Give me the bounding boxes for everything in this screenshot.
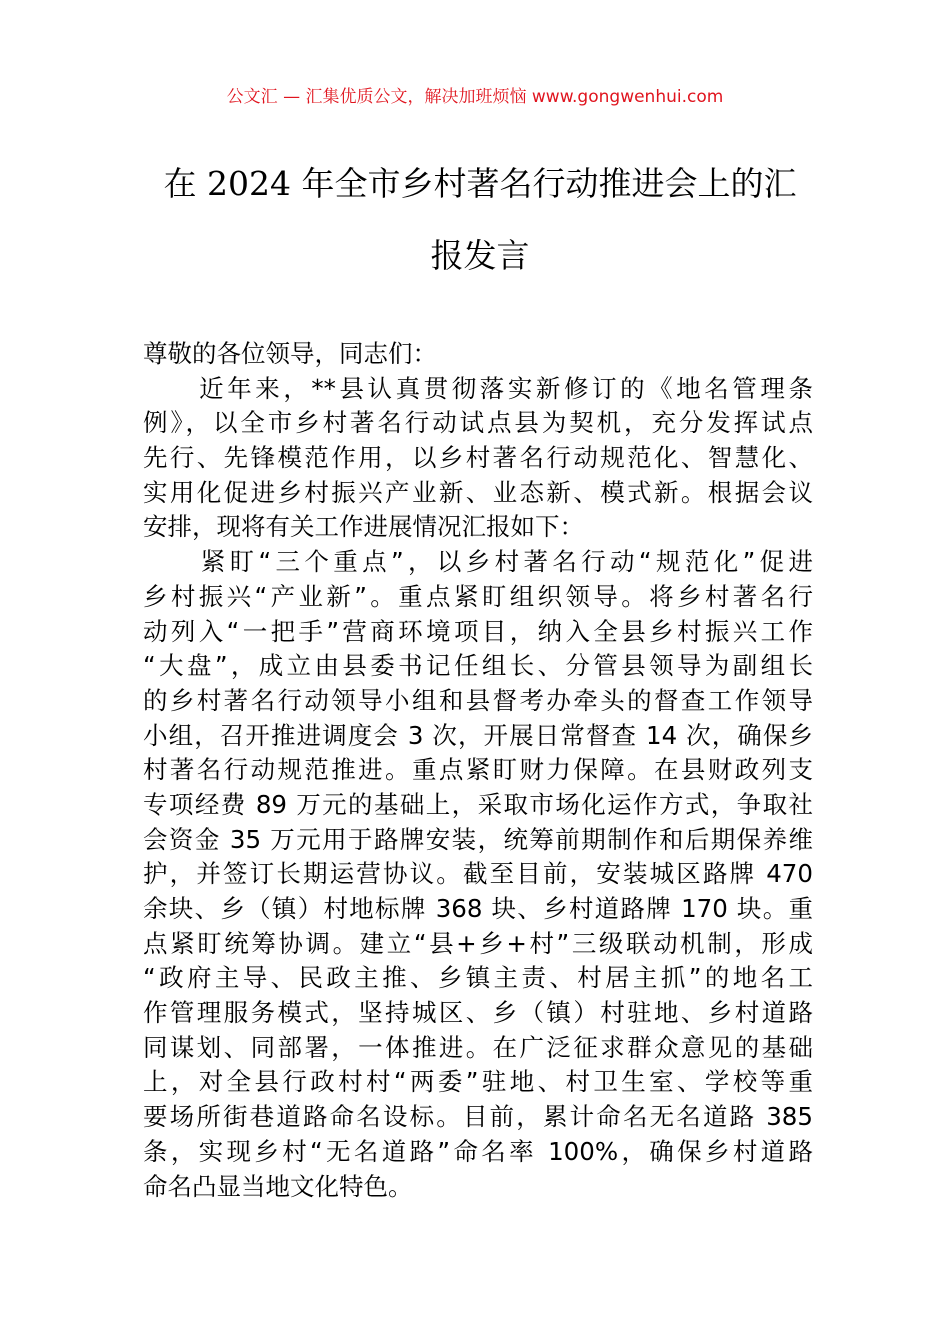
paragraph-line: 安排，现将有关工作进展情况汇报如下： — [143, 512, 584, 542]
paragraph-line: 实用化促进乡村振兴产业新、业态新、模式新。根据会议 — [143, 477, 813, 507]
salutation: 尊敬的各位领导，同志们： — [143, 339, 437, 368]
paragraph-line: 村著名行动规范推进。重点紧盯财力保障。在县财政列支 — [143, 755, 813, 785]
paragraph-line: 会资金 35 万元用于路牌安装，统筹前期制作和后期保养维 — [143, 824, 813, 854]
paragraph-line: 命名凸显当地文化特色。 — [143, 1171, 413, 1201]
paragraph-line: 点紧盯统筹协调。建立“县+乡+村”三级联动机制，形成 — [143, 928, 813, 958]
paragraph-line: 条，实现乡村“无名道路”命名率 100%，确保乡村道路 — [143, 1136, 813, 1166]
paragraph-line: 近年来，**县认真贯彻落实新修订的《地名管理条 — [143, 373, 813, 403]
paragraph-line: “政府主导、民政主推、乡镇主责、村居主抓”的地名工 — [143, 963, 813, 993]
paragraph-line: 例》，以全市乡村著名行动试点县为契机，充分发挥试点 — [143, 408, 813, 438]
title-line-2: 报发言 — [430, 236, 530, 275]
paragraph-line: 余块、乡（镇）村地标牌 368 块、乡村道路牌 170 块。重 — [143, 894, 813, 923]
paragraph-line: 小组，召开推进调度会 3 次，开展日常督查 14 次，确保乡 — [143, 720, 813, 750]
paragraph-intro — [143, 372, 813, 545]
paragraph-line: 动列入“一把手”营商环境项目，纳入全县乡村振兴工作 — [143, 616, 813, 646]
paragraph-line: 专项经费 89 万元的基础上，采取市场化运作方式，争取社 — [143, 789, 813, 819]
paragraph-line: 先行、先锋模范作用，以乡村著名行动规范化、智慧化、 — [143, 443, 813, 473]
paragraph-line: 乡村振兴“产业新”。重点紧盯组织领导。将乡村著名行 — [143, 581, 813, 611]
paragraph-line: 作管理服务模式，坚持城区、乡（镇）村驻地、乡村道路 — [143, 998, 813, 1028]
title-line-1: 在 2024 年全市乡村著名行动推进会上的汇 — [163, 164, 797, 203]
paragraph-line: 紧盯“三个重点”，以乡村著名行动“规范化”促进 — [143, 547, 813, 577]
paragraph-line: 护，并签订长期运营协议。截至目前，安装城区路牌 470 — [143, 859, 813, 889]
paragraph-line: “大盘”，成立由县委书记任组长、分管县领导为副组长 — [143, 651, 813, 681]
document-title — [140, 148, 820, 292]
document-body — [143, 337, 813, 1204]
paragraph-line: 要场所街巷道路命名设标。目前，累计命名无名道路 385 — [143, 1102, 813, 1132]
paragraph-three-focuses — [143, 545, 813, 1204]
site-banner: 公文汇 — 汇集优质公文，解决加班烦恼 www.gongwenhui.com — [226, 87, 724, 107]
paragraph-line: 上，对全县行政村村“两委”驻地、村卫生室、学校等重 — [143, 1067, 813, 1097]
paragraph-line: 同谋划、同部署，一体推进。在广泛征求群众意见的基础 — [143, 1032, 813, 1062]
paragraph-line: 的乡村著名行动领导小组和县督考办牵头的督查工作领导 — [143, 685, 813, 715]
